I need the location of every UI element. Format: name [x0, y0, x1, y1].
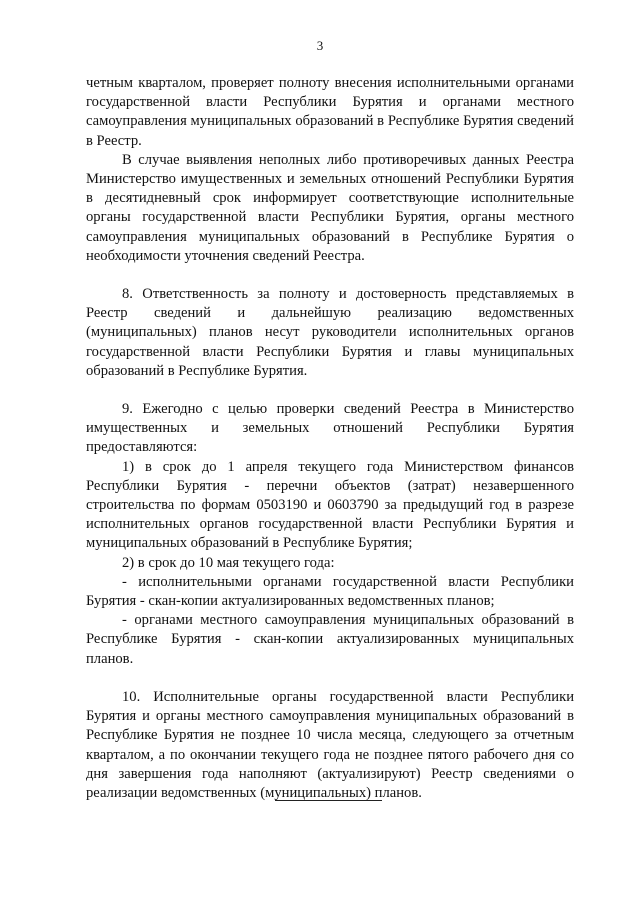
- paragraph-item-9-2: 2) в срок до 10 мая текущего года:: [122, 554, 335, 571]
- paragraph-item-10: 10. Исполнительные органы государственной власти Республики Бурятия и органы местного самоуправления муниципальных образований в Республике Бурятия не позднее 10 числа месяца, следующего за отчетным кварталом, а по окончании текущего года не позднее пятого рабочего дня со дня завершения года наполняют (актуализируют) Реестр сведениями о реализации ведомственных (муниципальных) планов.: [86, 688, 574, 801]
- document-body: [86, 74, 574, 803]
- paragraph-item-9: 9. Ежегодно с целью проверки сведений Реестра в Министерство имущественных и земельных отношений Республики Бурятия предоставляются:: [86, 401, 574, 456]
- paragraph-registry-check: В случае выявления неполных либо противоречивых данных Реестра Министерство имущественных и земельных отношений Республики Бурятия в десятидневный срок информирует соответствующие исполнительные органы государственной власти Республики Бурятия, органы местного самоуправления муниципальных образований в Республике Бурятия о необходимости уточнения сведений Реестра.: [86, 151, 574, 264]
- paragraph-continuation: четным кварталом, проверяет полноту внесения исполнительными органами государственной власти Республики Бурятия и органами местного самоуправления муниципальных образований в Республике Бурятия сведений в Реестр.: [86, 75, 574, 149]
- paragraph-item-8: 8. Ответственность за полноту и достоверность представляемых в Реестр сведений и дальнейшую реализацию ведомственных (муниципальных) планов несут руководители исполнительных органов государственной власти Республики Бурятия и главы муниципальных образований в Республике Бурятия.: [86, 286, 574, 379]
- paragraph-item-9-2-a: - исполнительными органами государственной власти Республики Бурятия - скан-копии актуализированных ведомственных планов;: [86, 573, 574, 610]
- end-divider-line: [275, 800, 382, 801]
- paragraph-item-9-2-b: - органами местного самоуправления муниципальных образований в Республике Бурятия - скан-копии актуализированных муниципальных планов.: [86, 612, 574, 667]
- paragraph-item-9-1: 1) в срок до 1 апреля текущего года Министерством финансов Республики Бурятия - перечни объектов (затрат) незавершенного строительства по формам 0503190 и 0603790 за предыдущий год в разрезе исполнительных органов государственной власти Республики Бурятия и муниципальных образований в Республике Бурятия;: [86, 458, 574, 552]
- page-number: 3: [316, 38, 324, 53]
